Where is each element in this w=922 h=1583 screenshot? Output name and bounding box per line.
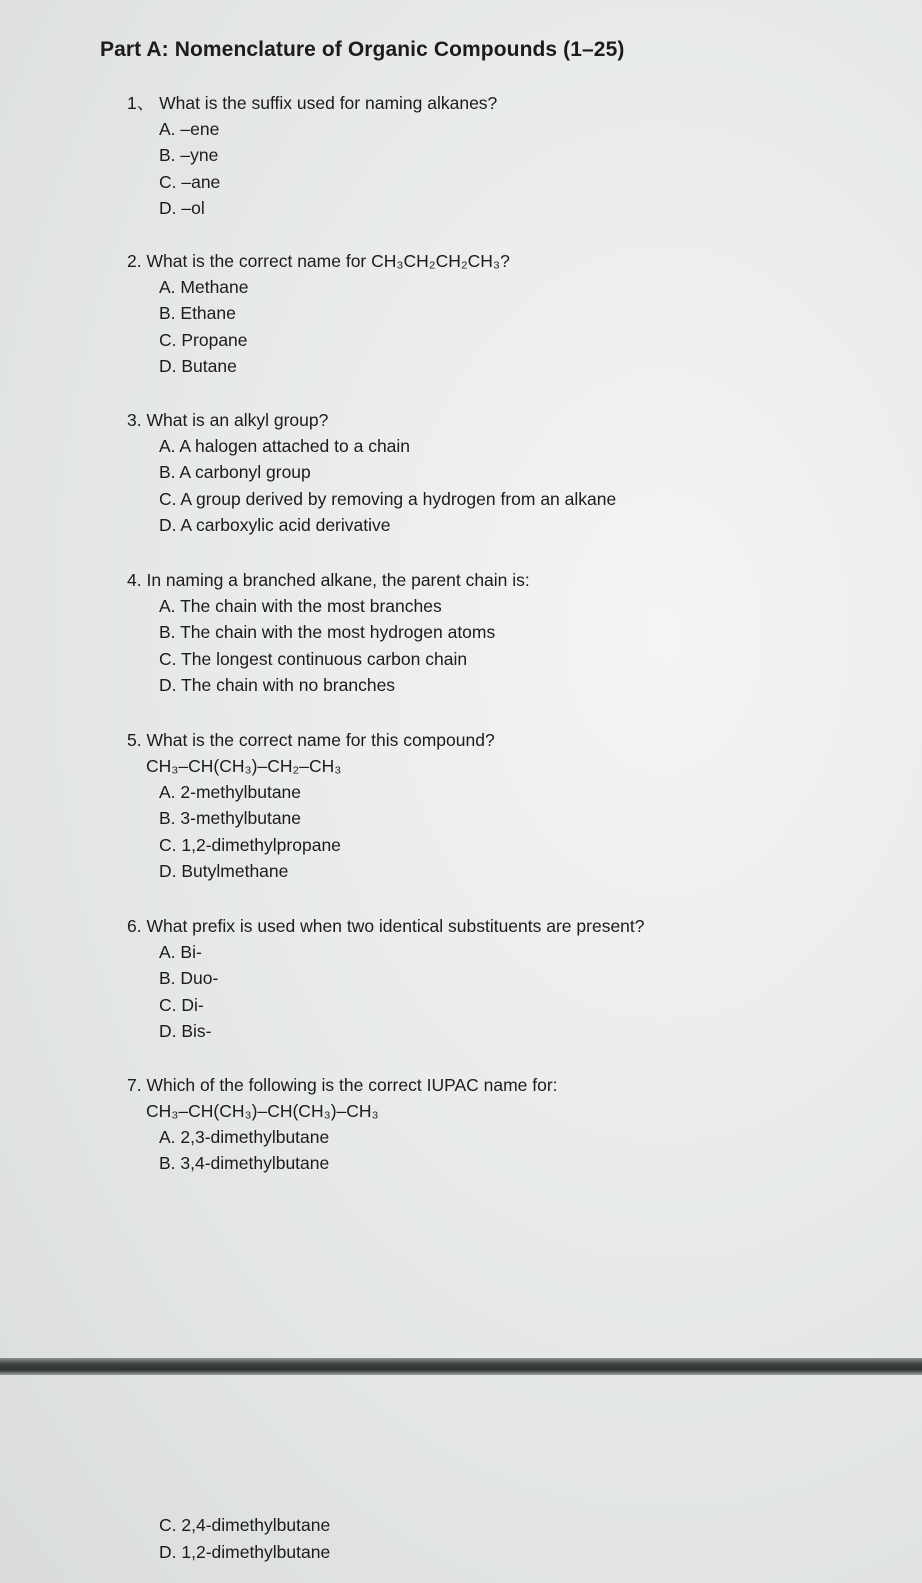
question-4-option-b[interactable]: B. The chain with the most hydrogen atoms — [159, 622, 496, 643]
question-2-options — [127, 274, 510, 379]
question-3-option-b[interactable]: B. A carbonyl group — [159, 462, 311, 483]
question-6-option-b[interactable]: B. Duo- — [159, 968, 219, 989]
question-4-option-c[interactable]: C. The longest continuous carbon chain — [159, 648, 468, 669]
question-4-option-a[interactable]: A. The chain with the most branches — [159, 596, 442, 616]
question-6-option-d[interactable]: D. Bis- — [159, 1020, 212, 1041]
question-6-option-c[interactable]: C. Di- — [159, 994, 204, 1015]
question-7-options — [127, 1124, 558, 1177]
question-3-option-a[interactable]: A. A halogen attached to a chain — [159, 436, 411, 456]
question-2-option-d[interactable]: D. Butane — [159, 355, 237, 376]
question-5 — [127, 727, 495, 884]
question-1-option-b[interactable]: B. –yne — [159, 145, 219, 166]
part-title: Part A: Nomenclature of Organic Compounds (1–25) — [100, 38, 625, 61]
question-1-options — [127, 116, 497, 221]
question-4-options — [127, 593, 530, 698]
question-7-option-d[interactable]: D. 1,2-dimethylbutane — [159, 1541, 331, 1562]
question-5-formula: CH₃–CH(CH₃)–CH₂–CH₃ — [146, 756, 342, 776]
question-7-option-c[interactable]: C. 2,4-dimethylbutane — [159, 1515, 331, 1535]
question-2-option-c[interactable]: C. Propane — [159, 329, 248, 350]
question-5-option-d[interactable]: D. Butylmethane — [159, 860, 289, 881]
question-1-prompt: 1、 What is the suffix used for naming alkanes? — [127, 93, 498, 113]
question-2 — [127, 248, 510, 379]
question-1-option-a[interactable]: A. –ene — [159, 119, 220, 139]
question-5-prompt: 5. What is the correct name for this compound? — [127, 730, 495, 750]
question-1 — [127, 90, 497, 221]
question-5-option-a[interactable]: A. 2-methylbutane — [159, 782, 302, 802]
question-2-option-b[interactable]: B. Ethane — [159, 303, 236, 324]
question-6-prompt: 6. What prefix is used when two identical substituents are present? — [127, 916, 645, 936]
question-4-prompt: 4. In naming a branched alkane, the parent chain is: — [127, 570, 530, 590]
question-3-option-c[interactable]: C. A group derived by removing a hydrogen from an alkane — [159, 488, 617, 509]
question-4-option-d[interactable]: D. The chain with no branches — [159, 674, 396, 695]
question-1-option-c[interactable]: C. –ane — [159, 171, 221, 192]
question-7-prompt: 7. Which of the following is the correct IUPAC name for: — [127, 1075, 558, 1095]
question-3-option-d[interactable]: D. A carboxylic acid derivative — [159, 514, 391, 535]
question-6-options — [127, 939, 645, 1044]
question-4 — [127, 567, 530, 698]
question-2-prompt: 2. What is the correct name for CH₃CH₂CH₂CH₃? — [127, 251, 510, 271]
page-divider — [0, 1358, 922, 1375]
question-7-formula: CH₃–CH(CH₃)–CH(CH₃)–CH₃ — [146, 1101, 379, 1121]
question-7-option-a[interactable]: A. 2,3-dimethylbutane — [159, 1127, 330, 1147]
question-6-option-a[interactable]: A. Bi- — [159, 942, 202, 962]
question-5-option-c[interactable]: C. 1,2-dimethylpropane — [159, 834, 341, 855]
question-5-options — [127, 779, 495, 884]
question-2-option-a[interactable]: A. Methane — [159, 277, 249, 297]
question-7-option-b[interactable]: B. 3,4-dimethylbutane — [159, 1153, 330, 1174]
question-5-option-b[interactable]: B. 3-methylbutane — [159, 808, 302, 829]
question-6 — [127, 913, 645, 1044]
question-1-option-d[interactable]: D. –ol — [159, 197, 205, 218]
question-3-prompt: 3. What is an alkyl group? — [127, 410, 329, 430]
question-7-continued-options — [159, 1512, 330, 1565]
question-3-options — [127, 433, 616, 538]
question-7 — [127, 1072, 558, 1177]
question-3 — [127, 407, 616, 538]
